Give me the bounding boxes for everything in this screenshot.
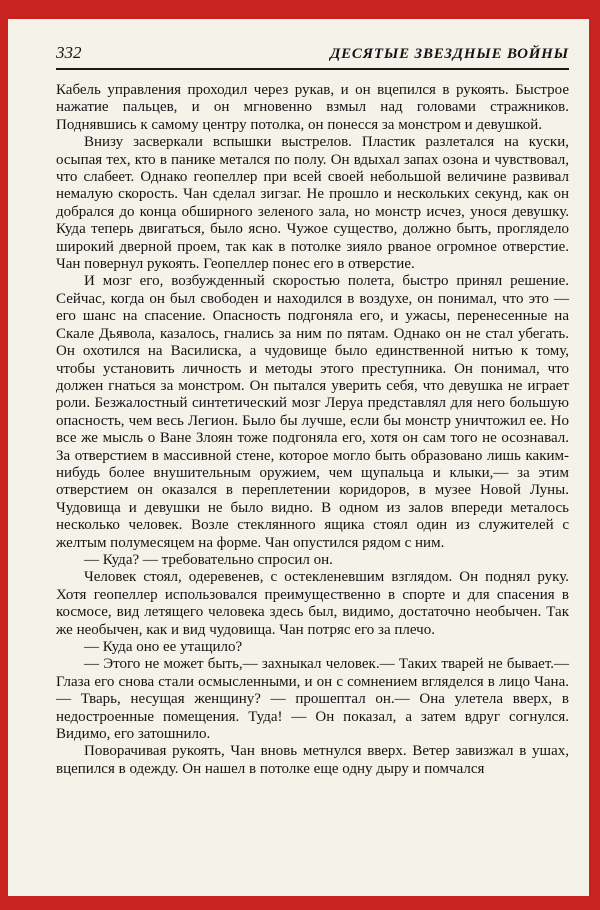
body-text <box>56 82 569 778</box>
book-page <box>8 19 589 896</box>
paragraph: Человек стоял, одеревенев, с остекленевшим взглядом. Он поднял руку. Хотя геопеллер использовался преимущественно в спорте и для спасения в космосе, вид летящего человека здесь был, видимо, достаточно необычен. Так же необычен, как и вид чудовища. Чан потряс его за плечо. <box>56 569 569 638</box>
page-number: 332 <box>56 43 82 62</box>
paragraph: Кабель управления проходил через рукав, и он вцепился в рукоять. Быстрое нажатие пальцев, и он мгновенно взмыл над головами стражников. Поднявшись к самому центру потолка, он понесся за монстром и девушкой. <box>56 82 569 133</box>
paragraph-dialogue: — Куда? — требовательно спросил он. <box>84 551 333 568</box>
paragraph-dialogue: — Этого не может быть,— захныкал человек.— Таких тварей не бывает.— Глаза его снова стали осмысленными, и он с сомнением вгляделся в лицо Чана.— Тварь, несущая женщину? — прошептал он.— Она улетела вверх, в недостроенные помещения. Туда! — Он показал, а затем вдруг согнулся. Видимо, его затошнило. <box>56 656 569 743</box>
paragraph: И мозг его, возбужденный скоростью полета, быстро принял решение. Сейчас, когда он был свободен и находился в воздухе, он понимал, что это — его шанс на спасение. Опасность подгоняла его, и ужасы, перенесенные на Скале Дьявола, казалось, гнались за ним по пятам. Однако он не стал убегать. Он охотился на Василиска, а чудовище было единственной нитью к тому, чтобы установить личность и методы этого преступника. Он понимал, что должен гнаться за монстром. Он пытался уверить себя, что девушка не играет роли. Безжалостный синтетический мозг Леруа представлял для него большую опасность, чем весь Легион. Было бы лучше, если бы монстр уничтожил ее. Но все же мысль о Ване Злоян тоже подгоняла его, хотя он сам того не осознавал. За отверстием в массивной стене, которое могло быть образовано лишь каким-нибудь более внушительным оружием, чем щупальца и клыки,— за этим отверстием он оказался в переплетении коридоров, в музее Новой Луны. Чудовища и девушки не было видно. В одном из залов впереди металось несколько человек. Возле стеклянного ящика стоял один из служителей с желтым полумесяцем на форме. Чан опустился рядом с ним. <box>56 273 569 551</box>
paragraph: Поворачивая рукоять, Чан вновь метнулся вверх. Ветер завизжал в ушах, вцепился в одежду. Он нашел в потолке еще одну дыру и помчался <box>56 743 569 777</box>
paragraph-dialogue: — Куда оно ее утащило? <box>84 639 243 655</box>
paragraph: Внизу засверкали вспышки выстрелов. Пластик разлетался на куски, осыпая тех, кто в панике метался по полу. Он вдыхал запах озона и чувствовал, что слабеет. Однако геопеллер при всей своей небольшой величине развивал немалую скорость. Чан сделал зигзаг. Не прошло и нескольких секунд, как он добрался до конца обширного зеленого зала, но монстр исчез, унося девушку. Куда теперь двигаться, было ясно. Чужое существо, должно быть, проглядело широкий дверной проем, так как в потолке зияло рваное огромное отверстие. Чан повернул рукоять. Геопеллер понес его в отверстие. <box>56 134 569 273</box>
running-head <box>56 43 569 70</box>
running-title: ДЕСЯТЫЕ ЗВЕЗДНЫЕ ВОЙНЫ <box>330 46 569 62</box>
